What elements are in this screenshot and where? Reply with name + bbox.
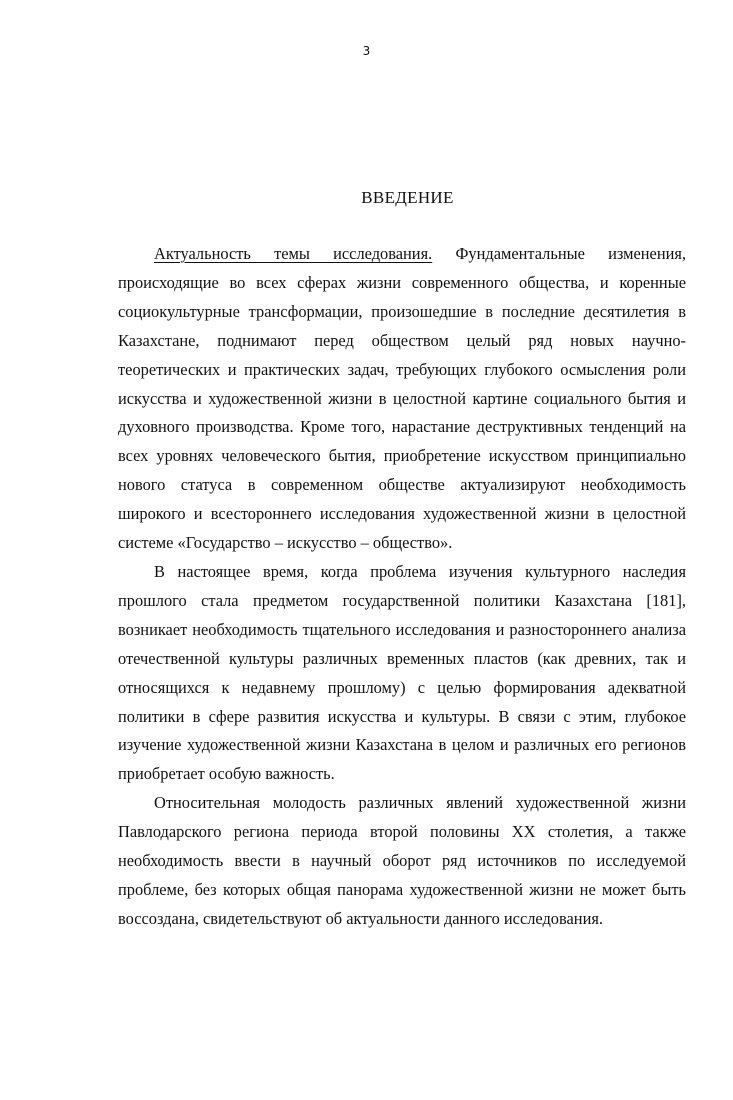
- page-number: 3: [362, 44, 371, 58]
- section-heading: ВВЕДЕНИЕ: [361, 188, 454, 207]
- paragraph-cultural-heritage: В настоящее время, когда проблема изучения культурного наследия прошлого стала предметом государственной политики Казахстана [181], возникает необходимость тщательного исследования и разностороннего анализа отечественной культуры различных временных пластов (как древних, так и относящихся к недавнему прошлому) с целью формирования адекватной политики в сфере развития искусства и культуры. В связи с этим, глубокое изучение художественной жизни Казахстана в целом и различных его регионов приобретает особую важность.: [118, 561, 686, 784]
- paragraph-text: Фундаментальные изменения, происходящие во всех сферах жизни современного общества, и коренные социокультурные трансформации, произошедшие в последние десятилетия в Казахстане, поднимают перед обществом целый ряд новых научно-теоретических и практических задач, требующих глубокого осмысления роли искусства и художественной жизни в целостной картине социального бытия и духовного производства. Кроме того, нарастание деструктивных тенденций на всех уровнях человеческого бытия, приобретение искусством принципиально нового статуса в современном обществе актуализируют необходимость широкого и всестороннего исследования художественной жизни в целостной системе «Государство – искусство – общество».: [118, 244, 686, 553]
- paragraph-lead-underlined: Актуальность темы исследования.: [154, 244, 433, 263]
- paragraph-pavlodar-region: Относительная молодость различных явлений художественной жизни Павлодарского региона периода второй половины XX столетия, а также необходимость ввести в научный оборот ряд источников по исследуемой проблеме, без которых общая панорама художественной жизни не может быть воссоздана, свидетельствуют об актуальности данного исследования.: [118, 793, 686, 928]
- paragraph-relevance: [118, 240, 686, 558]
- body-text: [118, 240, 686, 934]
